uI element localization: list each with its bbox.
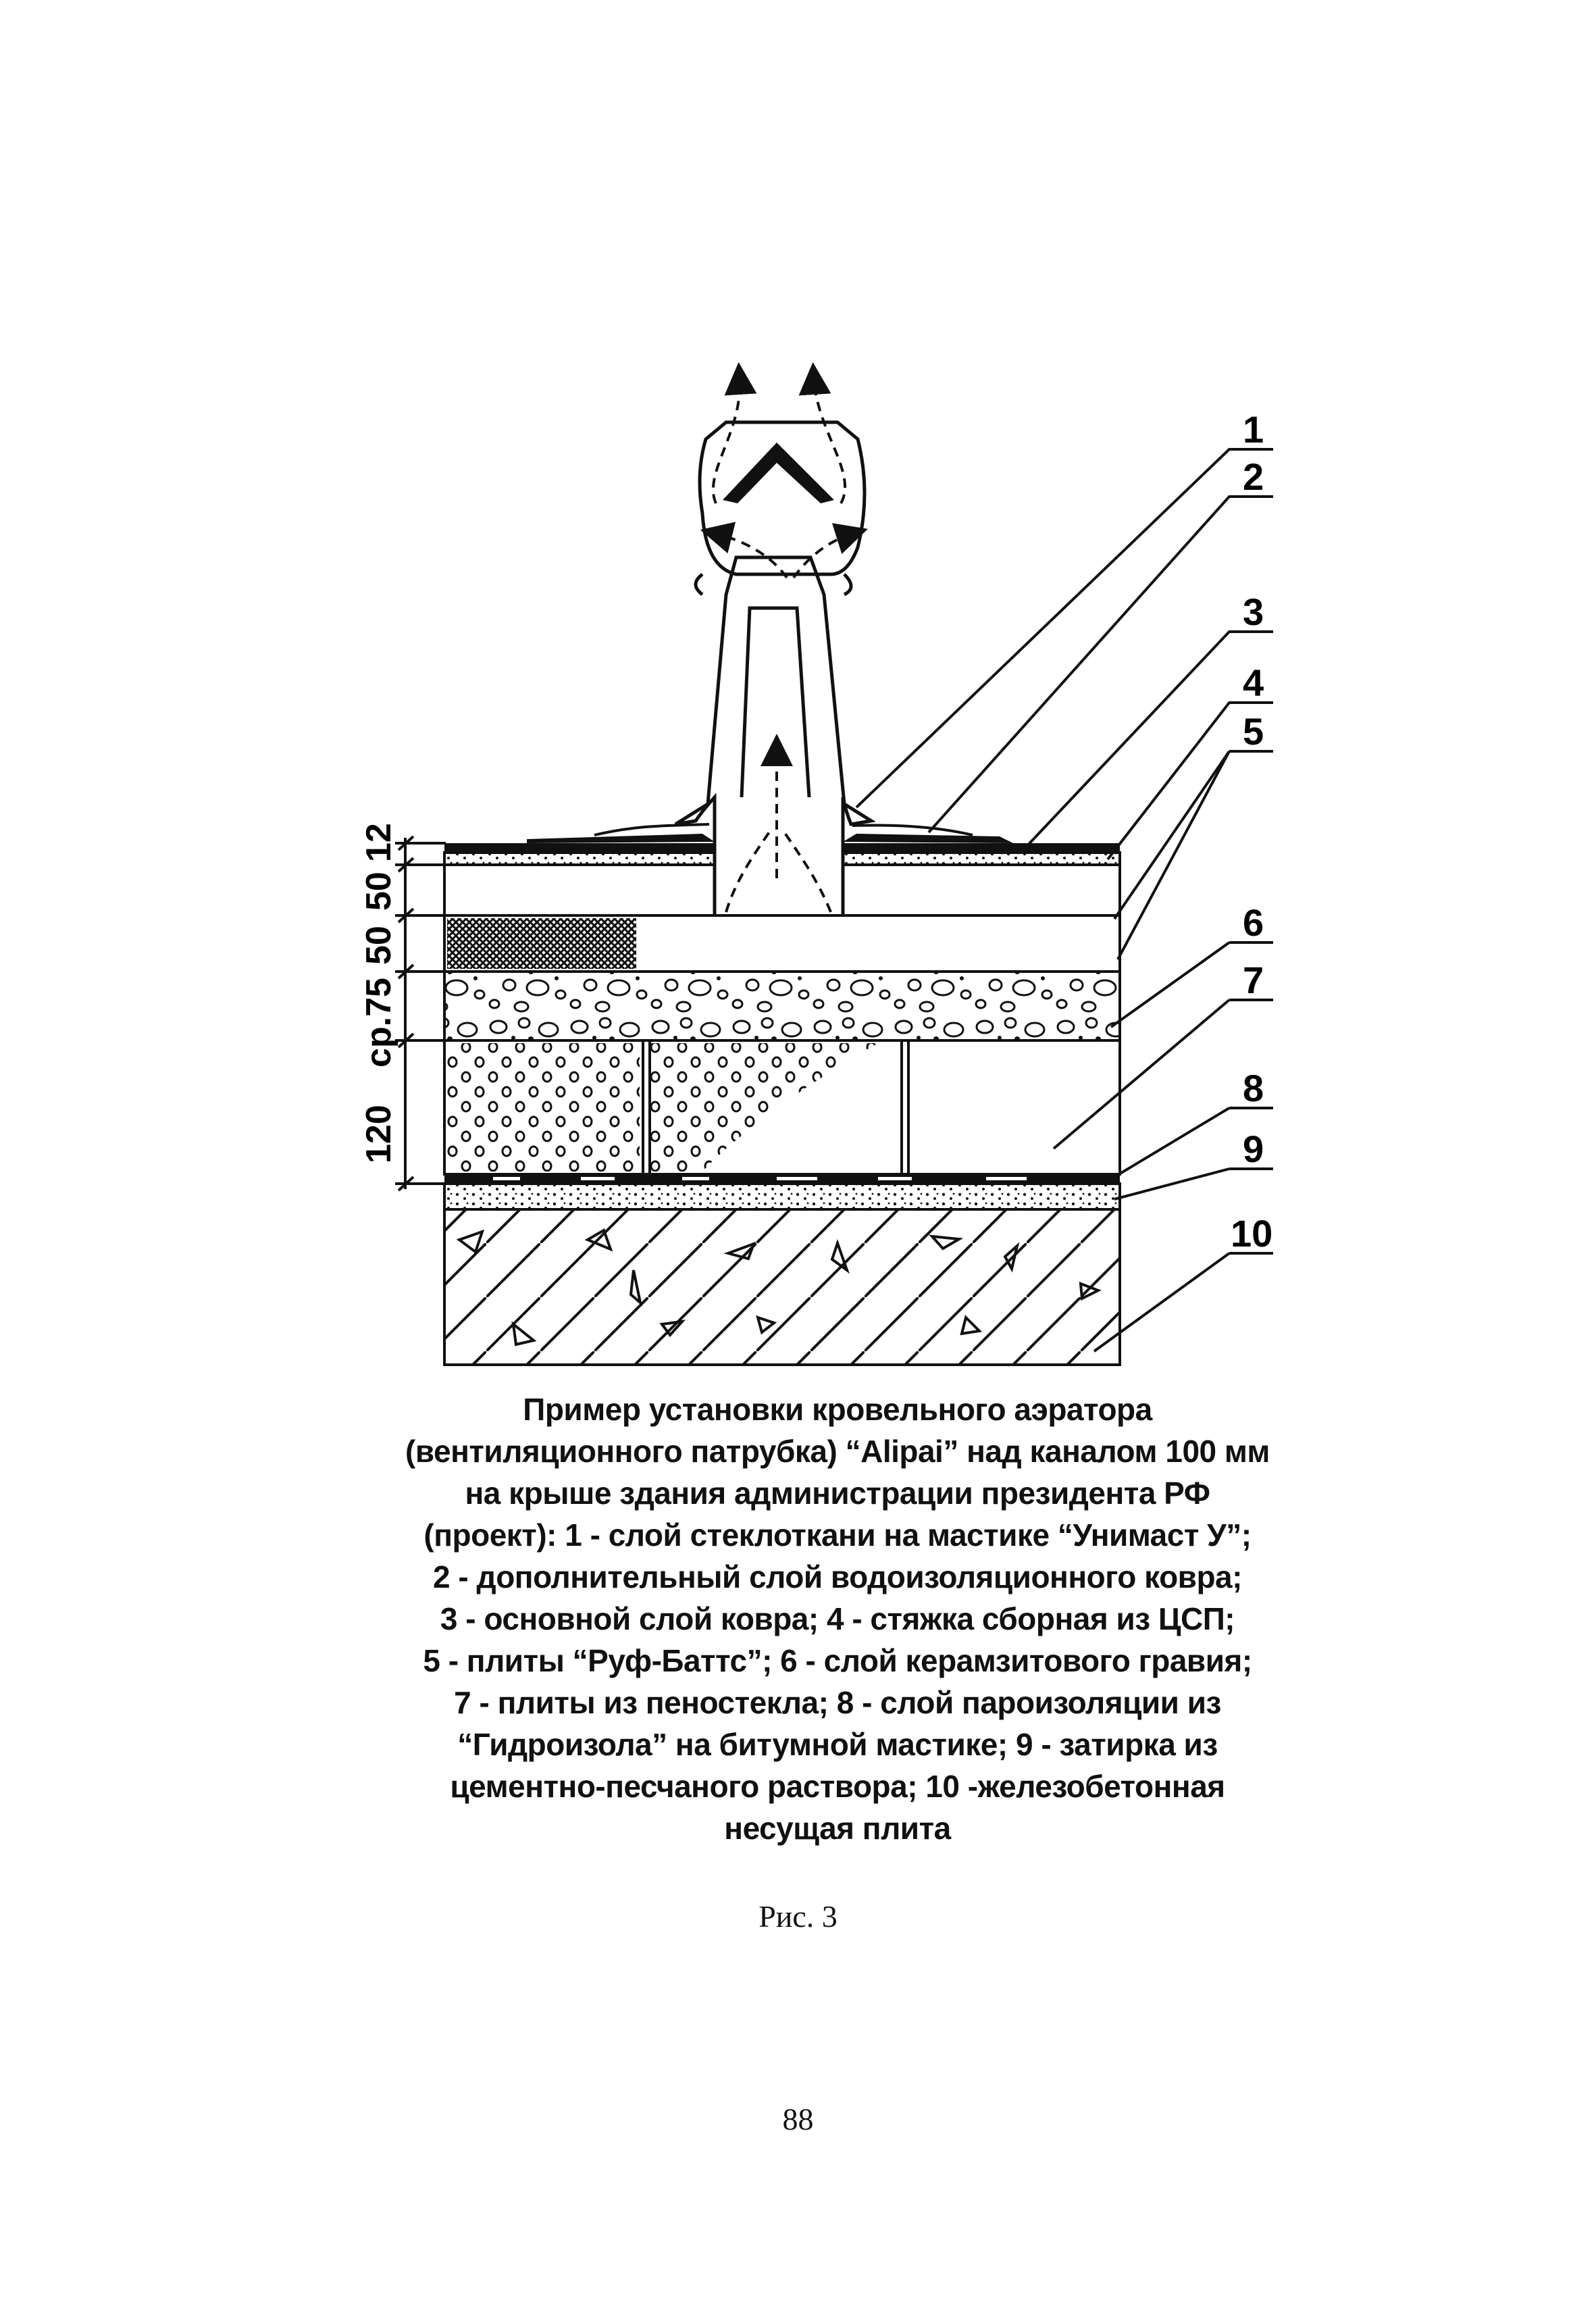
dimension-12: 12 (359, 823, 398, 862)
callout-2: 2 (1243, 455, 1264, 498)
expanded-clay-gravel-layer (444, 972, 1120, 1040)
callout-1: 1 (1243, 408, 1264, 451)
dimension-lines (395, 836, 446, 1190)
caption-line: на крыше здания администрации президента РФ (465, 1476, 1210, 1511)
caption-line: несущая плита (724, 1811, 951, 1846)
callout-6: 6 (1243, 901, 1264, 944)
dimension-labels (359, 823, 398, 1163)
caption-line: (проект): 1 - слой стеклоткани на мастике “Унимаст У”; (423, 1517, 1252, 1553)
callout-10: 10 (1231, 1212, 1273, 1255)
caption-line: 2 - дополнительный слой водоизоляционного ковра; (433, 1559, 1242, 1594)
dimension-50-lower: 50 (359, 926, 398, 965)
callout-8: 8 (1243, 1067, 1264, 1109)
callout-4: 4 (1243, 661, 1264, 704)
cement-sand-screed-layer (444, 1184, 1120, 1209)
dimension-120: 120 (359, 1105, 398, 1163)
figure-label: Рис. 3 (758, 1899, 838, 1934)
concrete-slab-layer (444, 1209, 1120, 1365)
caption-line: 5 - плиты “Руф-Баттс”; 6 - слой керамзитового гравия; (423, 1643, 1252, 1678)
dimension-50-upper: 50 (359, 872, 398, 911)
caption-line: “Гидроизола” на битумной мастике; 9 - затирка из (457, 1727, 1218, 1762)
aerator-deflector (723, 443, 834, 503)
callout-5: 5 (1243, 710, 1264, 753)
roof-batts-layer (444, 865, 1120, 972)
caption-line: (вентиляционного патрубка) “Alipai” над каналом 100 мм (405, 1434, 1270, 1469)
caption-line: цементно-песчаного раствора; 10 -железобетонная (450, 1769, 1225, 1804)
callout-9: 9 (1243, 1128, 1264, 1170)
foam-glass-layer (444, 1040, 1120, 1174)
roofing-membrane-layers (444, 824, 1120, 865)
caption-line: Пример установки кровельного аэратора (523, 1392, 1152, 1427)
vapour-barrier-layer (444, 1174, 1120, 1184)
dimension-75: ср.75 (359, 978, 398, 1067)
figure-caption (378, 1388, 1297, 1849)
page-number: 88 (782, 2102, 814, 2136)
callout-7: 7 (1243, 959, 1264, 1001)
callout-numbers (1231, 408, 1272, 1255)
caption-line: 3 - основной слой ковра; 4 - стяжка сборная из ЦСП; (440, 1601, 1235, 1636)
callout-3: 3 (1243, 590, 1264, 633)
caption-line: 7 - плиты из пеностекла; 8 - слой пароизоляции из (454, 1685, 1221, 1720)
